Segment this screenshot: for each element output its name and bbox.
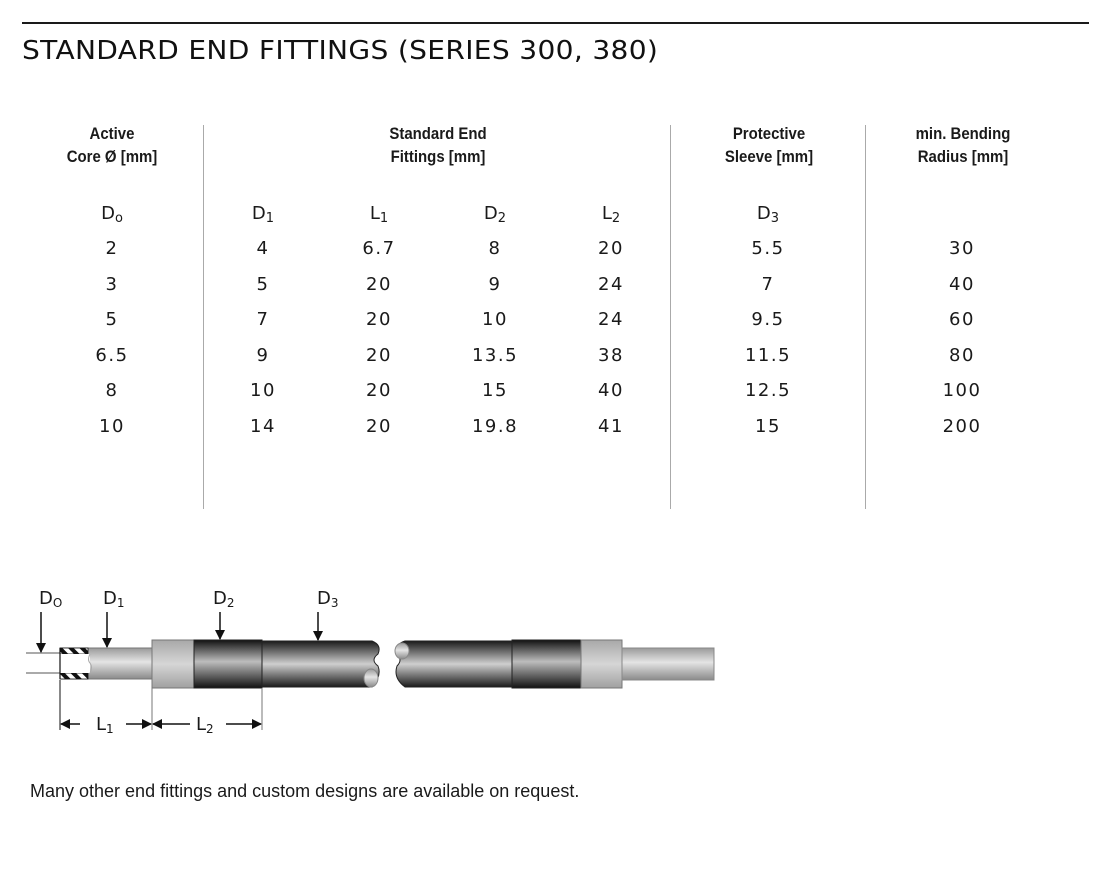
cell-d1: 5 [256,273,270,295]
label-d2: D2 [213,588,235,610]
cell-sleeve-d3: 5.5 [751,238,785,259]
column-symbol-d1: $D_1$ [251,203,275,226]
page-title: STANDARD END FITTINGS (SERIES 300, 380) [22,36,659,66]
cell-sleeve-d3: 7 [761,273,775,295]
sleeve-break-right [395,643,409,659]
cell-bending-radius: 30 [949,238,975,259]
column-symbol-l2: $L_2$ [601,203,621,226]
cell-sleeve-d3: 9.5 [751,309,785,330]
group-header-end-fittings [368,122,509,168]
cell-l2: 41 [598,415,624,437]
sleeve-right [396,641,512,687]
cell-active-core-d0: 8 [105,380,119,401]
d0-reference-lines [26,653,60,673]
column-symbol-d0: $D_o$ [101,203,123,226]
cell-active-core-d0: 6.5 [95,344,129,366]
cell-d2: 13.5 [471,344,519,366]
label-d3: D3 [317,588,339,610]
sleeve-left [262,641,379,687]
label-d1: D1 [103,588,125,610]
column-divider [670,125,671,509]
label-l2: L2 [196,714,214,736]
cell-l2: 24 [598,273,624,295]
cell-l1: 20 [366,380,392,401]
column-divider [865,125,866,509]
cell-active-core-d0: 10 [99,415,125,437]
end-fitting-diagram [0,580,740,750]
cell-sleeve-d3: 12.5 [744,380,792,401]
header-line: Active [89,124,135,143]
cell-l2: 20 [598,238,624,259]
header-line: Protective [732,124,806,143]
group-header-bending-radius [893,122,1034,168]
cell-l2: 40 [598,380,624,401]
header-line: Radius [mm] [917,147,1009,166]
cell-bending-radius: 80 [949,344,975,366]
footnote: Many other end fittings and custom designs are available on request. [30,781,580,801]
cell-d1: 7 [256,309,270,330]
cell-d1: 9 [256,344,270,366]
ferrule-right [581,640,622,688]
label-l1: L1 [96,714,114,736]
cell-d2: 19.8 [471,415,519,437]
header-line: Standard End [389,124,487,143]
header-line: Core Ø [mm] [66,147,158,166]
cell-d1: 10 [250,380,276,401]
header-line: min. Bending [915,124,1011,143]
cell-l1: 20 [366,415,392,437]
crimp-left [194,640,262,688]
cell-l1: 20 [366,273,392,295]
core-end [60,648,152,679]
cell-d1: 14 [250,415,276,437]
header-line: Sleeve [mm] [724,147,814,166]
column-divider [203,125,204,509]
cell-l1: 6.7 [362,238,396,259]
ferrule-left [152,640,194,688]
cell-bending-radius: 40 [949,273,975,295]
cell-d2: 15 [482,380,508,401]
cell-bending-radius: 60 [949,309,975,330]
header-line: Fittings [mm] [390,147,486,166]
cell-bending-radius: 100 [942,380,982,401]
core-right [622,648,714,680]
cell-bending-radius: 200 [942,415,982,437]
cell-active-core-d0: 2 [105,238,119,259]
cell-l1: 20 [366,344,392,366]
group-header-active-core [42,122,183,168]
column-symbol-d2: $D_2$ [483,203,507,226]
cell-active-core-d0: 3 [105,273,119,295]
cell-sleeve-d3: 15 [755,415,781,437]
cell-sleeve-d3: 11.5 [744,344,792,366]
crimp-right [512,640,581,688]
column-symbol-d3: $D_3$ [756,203,780,226]
cell-d2: 8 [488,238,502,259]
sleeve-break-left [364,669,378,687]
column-symbol-l1: $L_1$ [369,203,389,226]
group-header-protective-sleeve [699,122,840,168]
top-rule [22,22,1089,24]
cell-l2: 24 [598,309,624,330]
label-d0: DO [39,588,63,610]
cell-d1: 4 [256,238,270,259]
cell-active-core-d0: 5 [105,309,119,330]
cell-d2: 9 [488,273,502,295]
cell-l1: 20 [366,309,392,330]
cell-d2: 10 [482,309,508,330]
cell-l2: 38 [598,344,624,366]
